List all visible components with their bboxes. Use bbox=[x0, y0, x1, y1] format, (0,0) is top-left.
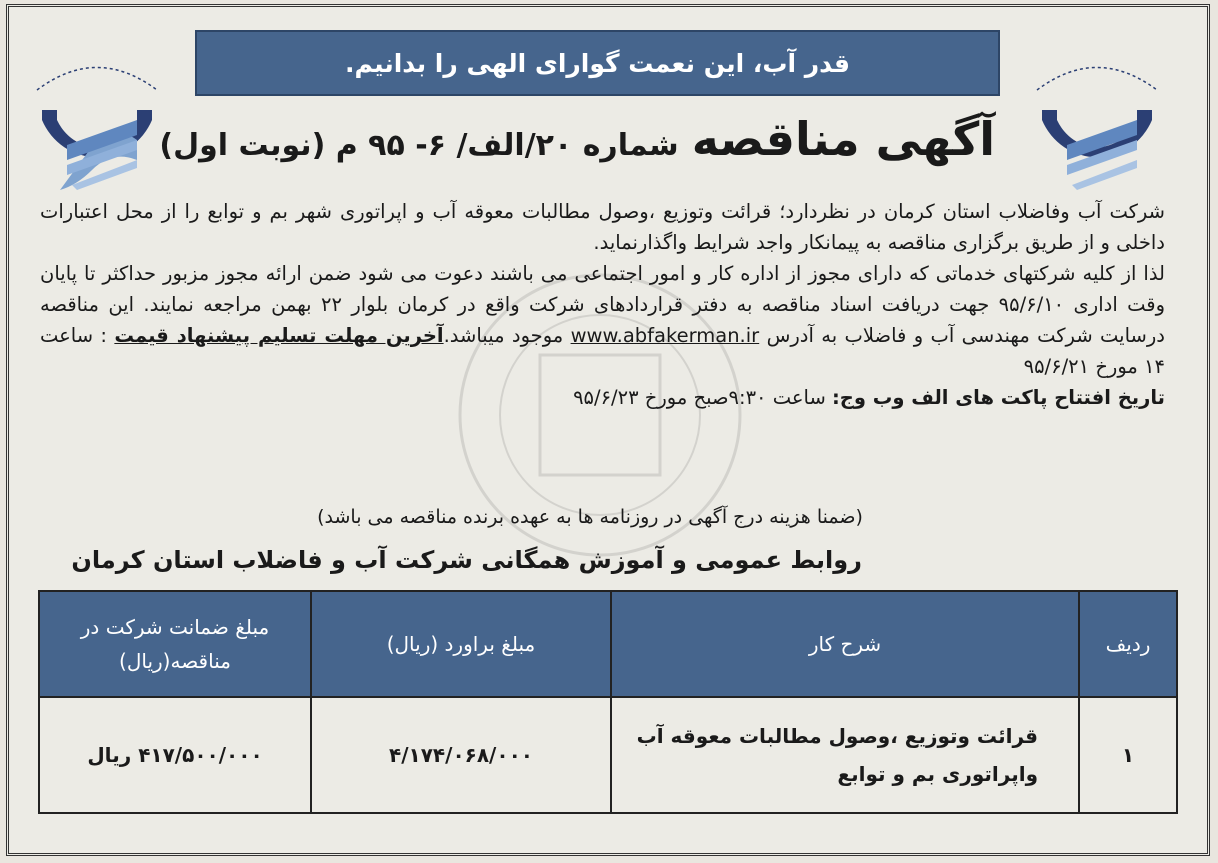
cell-guarantee: ۴۱۷/۵۰۰/۰۰۰ ریال bbox=[39, 697, 311, 813]
header-description: شرح کار bbox=[611, 591, 1079, 697]
tender-table bbox=[38, 590, 1178, 814]
deadline-value: : ساعت ۱۴ مورخ ۹۵/۶/۲۱ bbox=[40, 324, 1165, 378]
advertisement-title bbox=[160, 112, 995, 192]
title-number: شماره ۲۰/الف/ ۶- ۹۵ م (نوبت اول) bbox=[159, 128, 679, 163]
header-row-number: ردیف bbox=[1079, 591, 1177, 697]
invitation-text: لذا از کلیه شرکتهای خدماتی که دارای مجوز از اداره کار و امور اجتماعی می باشند دعوت می شود ضمن ارائه مجوز مزبور حداکثر تا پایان وقت اداری ۹۵/۶/۱۰ جهت دریافت اسناد مناقصه به دفتر قراردادهای شرکت واقع در کرمان بلوار ۲۲ بهمن مراجعه نمایند. این مناقصه درسایت شرکت مهندسی آب و فاضلاب به آدرس bbox=[40, 262, 1165, 347]
website-link[interactable]: www.abfakerman.ir bbox=[570, 324, 760, 347]
opening-line bbox=[40, 382, 1165, 413]
signature-line: روابط عمومی و آموزش همگانی شرکت آب و فاضلاب استان کرمان bbox=[71, 546, 862, 574]
invitation-paragraph bbox=[40, 258, 1165, 382]
intro-paragraph: شرکت آب وفاضلاب استان کرمان در نظردارد؛ قرائت وتوزیع ،وصول مطالبات معوقه آب و اپراتوری شهر بم و توابع را از محل اعتبارات داخلی و از طریق برگزاری مناقصه به پیمانکار واجد شرایط واگذارنماید. bbox=[40, 200, 1165, 254]
cell-row-number: ۱ bbox=[1079, 697, 1177, 813]
header-guarantee: مبلغ ضمانت شرکت در مناقصه(ریال) bbox=[39, 591, 311, 697]
cell-description: قرائت وتوزیع ،وصول مطالبات معوقه آب واپراتوری بم و توابع bbox=[611, 697, 1079, 813]
header-estimate: مبلغ براورد (ریال) bbox=[311, 591, 611, 697]
table-header-row bbox=[39, 591, 1177, 697]
opening-label: تاریخ افتتاح پاکت های الف وب وج: bbox=[832, 386, 1165, 409]
invitation-suffix: موجود میباشد. bbox=[443, 324, 564, 347]
deadline-label: آخرین مهلت تسلیم پیشنهاد قیمت bbox=[114, 324, 444, 347]
top-banner bbox=[195, 30, 1000, 96]
cell-estimate: ۴/۱۷۴/۰۶۸/۰۰۰ bbox=[311, 697, 611, 813]
opening-value: ساعت ۹:۳۰صبح مورخ ۹۵/۶/۲۳ bbox=[573, 386, 826, 409]
title-main: آگهی مناقصه bbox=[691, 112, 995, 166]
cost-note: (ضمنا هزینه درج آگهی در روزنامه ها به عهده برنده مناقصه می باشد) bbox=[317, 506, 863, 528]
advertisement-body bbox=[40, 196, 1165, 413]
table-row bbox=[39, 697, 1177, 813]
banner-text: قدر آب، این نعمت گوارای الهی را بدانیم. bbox=[345, 48, 850, 78]
